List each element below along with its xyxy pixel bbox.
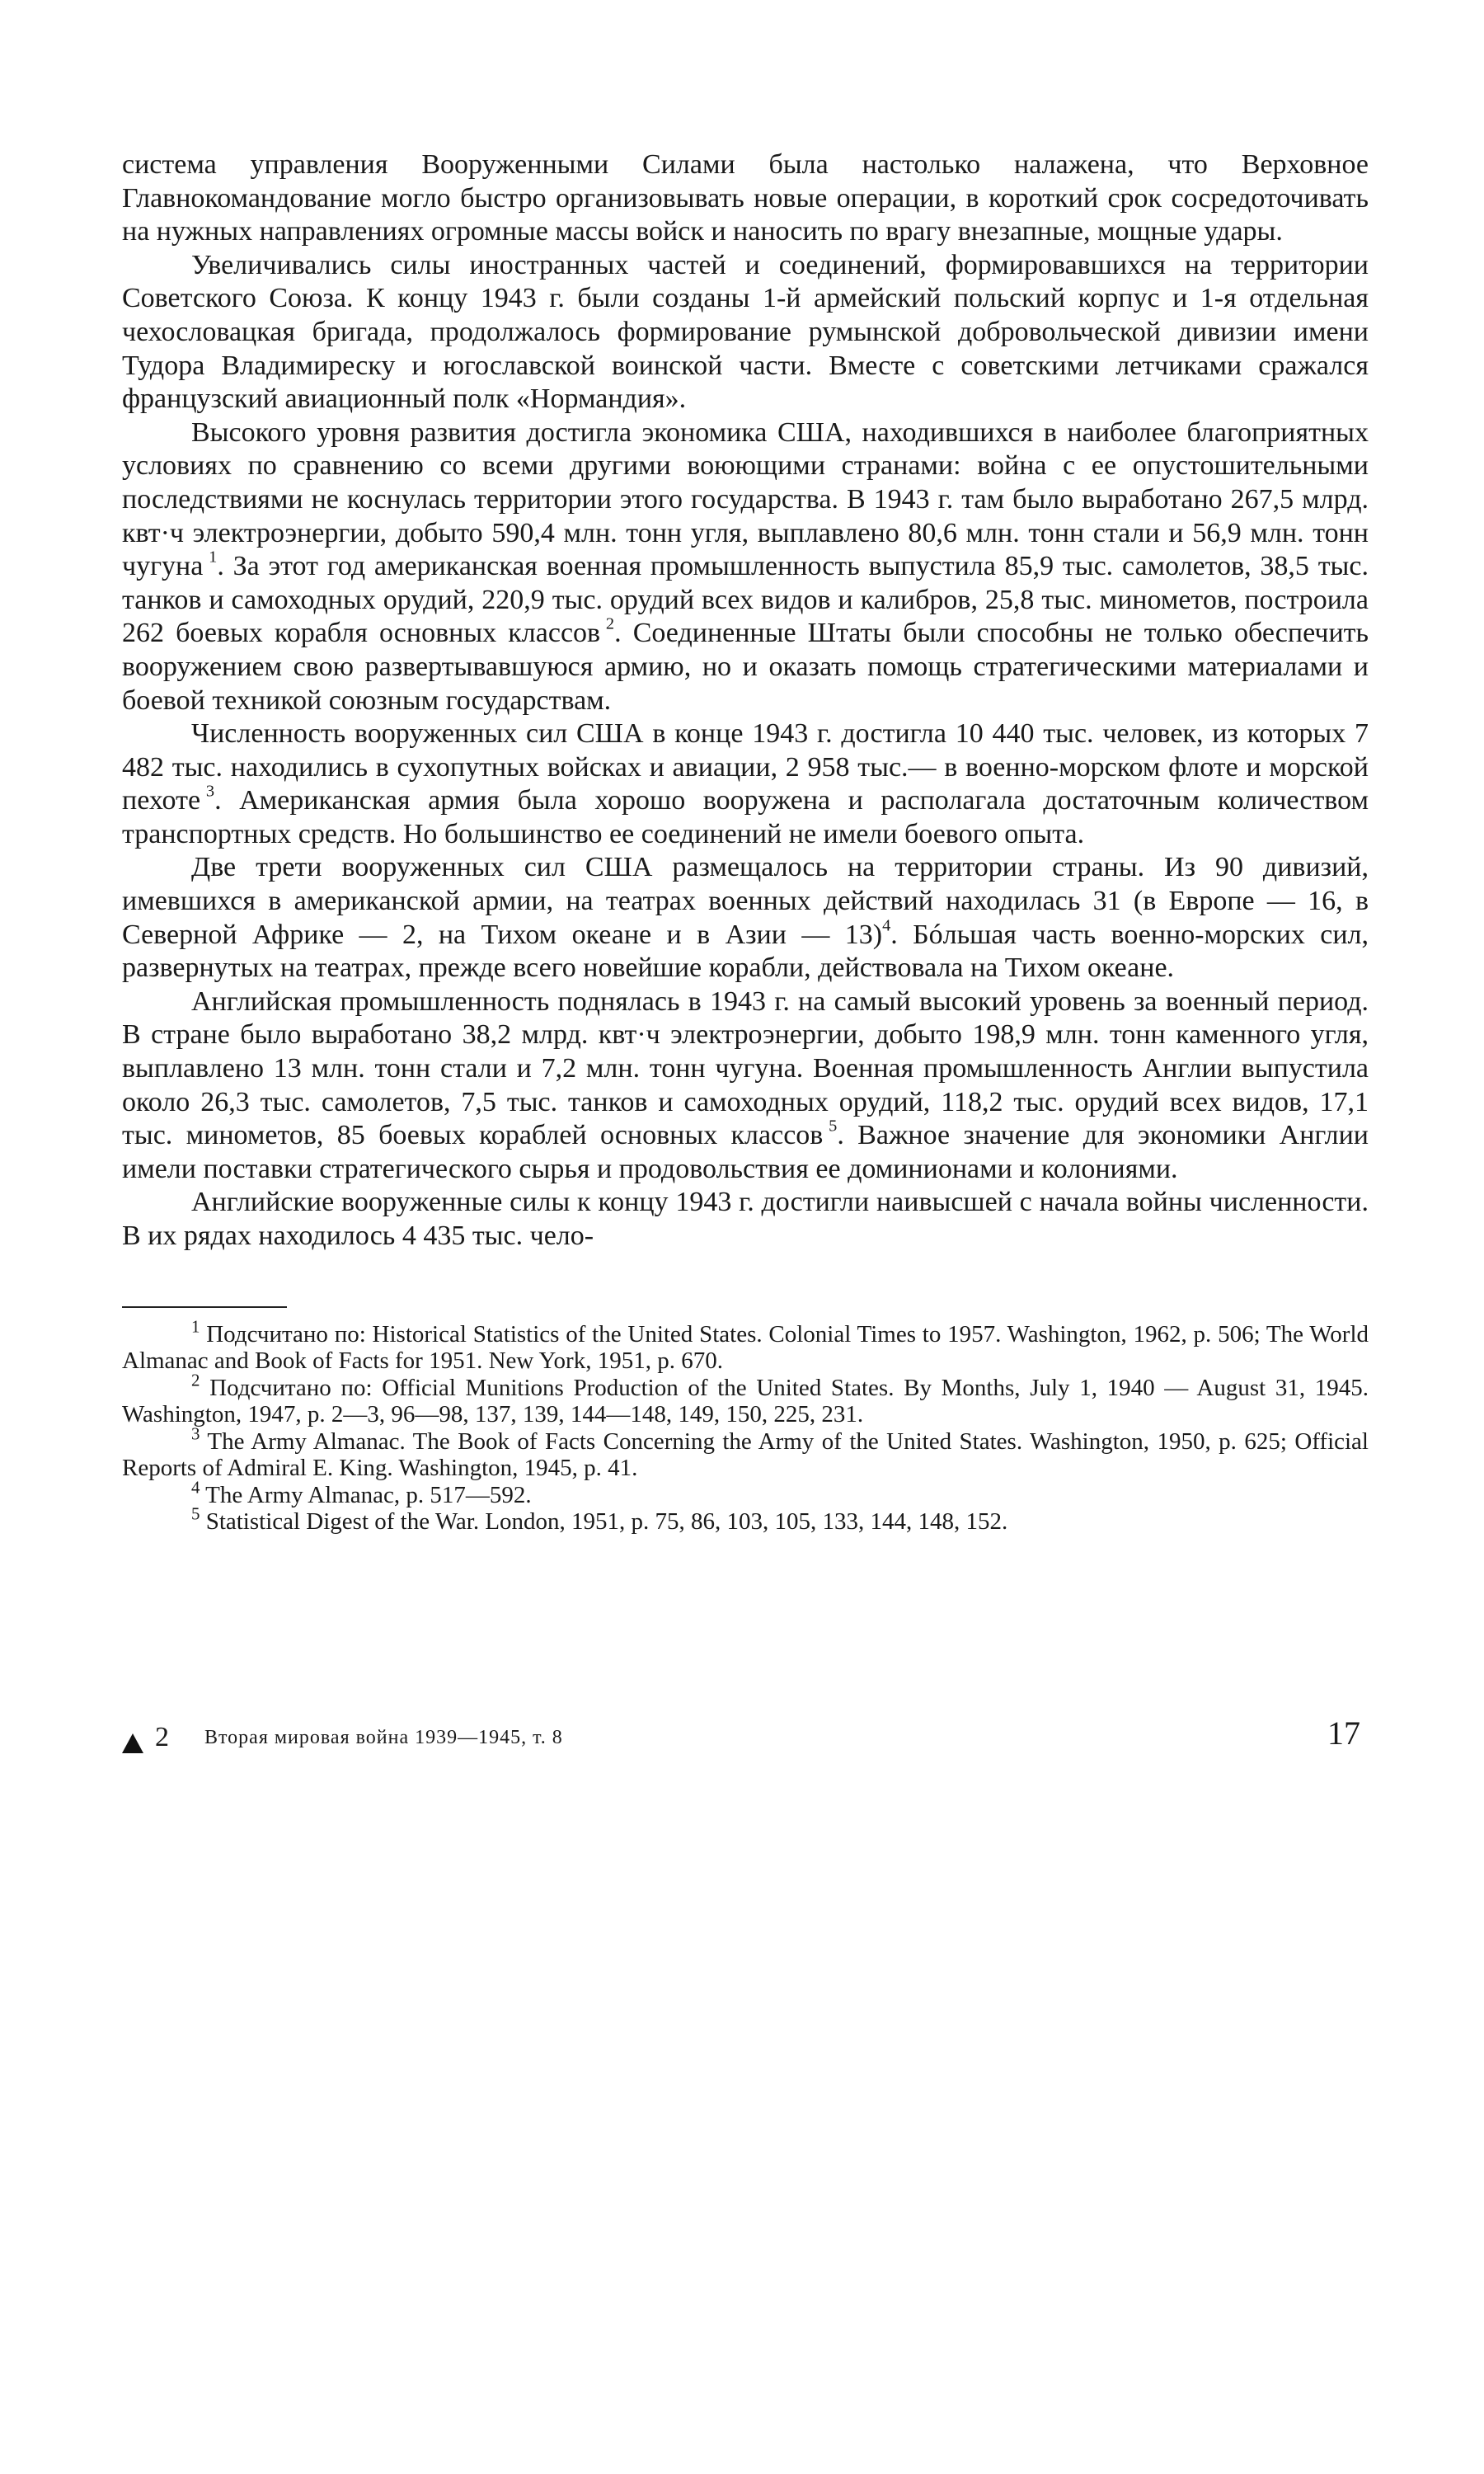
paragraph-us-deployment [122,851,1369,985]
paragraph-us-economy [122,416,1369,717]
footnote [122,1503,1369,1536]
footnote-text: Statistical Digest of the War. London, 1951, p. 75, 86, 103, 105, 133, 144, 148, 152. [205,1508,1008,1536]
paragraph-foreign-units: Увеличивались силы иностранных частей и соединений, формировавшихся на территории Советского Союза. К концу 1943 г. были созданы 1-й армейский польский корпус и 1-я отдельная чехословацкая бригада, продолжалось формирование румынской добровольческой дивизии имени Тудора Владимиреску и югославской воинской части. Вместе с советскими летчиками сражался французский авиационный полк «Нормандия». [122,249,1369,415]
footnote-text: Подсчитано по: Official Munitions Production of the United States. By Months, July 1, 1940 — August 31, 1945. Washington, 1947, p. 2—3, 96—98, 137, 139, 144—148, 149, 150, 225, 231. [122,1374,1369,1428]
footnote-ref: 4 [882,916,891,935]
footnote [122,1316,1369,1375]
text-fragment: Высокого уровня развития достигла экономика США, находившихся в наиболее благоприятных условиях по сравнению со всеми другими воюющими странами: война с ее опустошительными последствиями не коснулась территории этого государства. В 1943 г. там было выработано 267,5 млрд. квт·ч электроэнергии, добыто 590,4 млн. тонн угля, выплавлено 80,6 млн. тонн стали и 56,9 млн. тонн чугуна [122,416,1369,582]
triangle-marker-icon [122,1733,143,1753]
footnote-number: 2 [191,1370,200,1390]
paragraph-continuation: система управления Вооруженными Силами была настолько налажена, что Верховное Главнокомандование могло быстро организовывать новые операции, в короткий срок сосредоточивать на нужных направлениях огромные массы войск и наносить по врагу внезапные, мощные удары. [122,149,1369,247]
text-fragment: Численность вооруженных сил США в конце 1943 г. достигла 10 440 тыс. человек, из которых 7 482 тыс. находились в сухопутных войсках и авиации, 2 958 тыс.— в военно-морском флоте и морской пехоте [122,718,1369,816]
paragraph-us-forces [122,717,1369,851]
signature-mark: 2 [155,1722,169,1752]
footnote-ref: 1 [209,548,218,567]
page-footer [122,1714,1369,1763]
footnote-number: 1 [191,1316,200,1337]
text-fragment: . Американская армия была хорошо вооружена и располагала достаточным количеством транспортных средств. Но большинство ее соединений не имели боевого опыта. [122,785,1369,849]
footnote-text: The Army Almanac, p. 517—592. [205,1481,532,1508]
paragraph-uk-industry [122,985,1369,1187]
footnote [122,1477,1369,1509]
paragraph-uk-forces: Английские вооруженные силы к концу 1943 г. достигли наивысшей с начала войны численности. В их рядах находилось 4 435 тыс. чело- [122,1187,1369,1251]
footnote [122,1423,1369,1482]
book-title: Вторая мировая война 1939—1945, т. 8 [204,1727,563,1748]
footnote-number: 4 [191,1477,200,1498]
page-body [122,148,1369,1536]
page-number: 17 [1327,1714,1360,1752]
text-fragment: . Соединенные Штаты были способны не только обеспечить вооружением свою развертывавшуюся армию, но и оказать помощь стратегическими материалами и боевой техникой союзным государствам. [122,618,1369,716]
footnote-number: 5 [191,1503,200,1524]
footnote [122,1370,1369,1428]
footnote-number: 3 [191,1423,200,1444]
footnote-text: Подсчитано по: Historical Statistics of the United States. Colonial Times to 1957. Washington, 1962, p. 506; The World Almanac and Book of Facts for 1951. New York, 1951, p. 670. [122,1320,1369,1375]
footnote-ref: 2 [605,615,615,634]
footnote-ref: 3 [205,782,215,801]
text-fragment: . Бóльшая часть военно-морских сил, развернутых на театрах, прежде всего новейшие корабли, действовала на Тихом океане. [122,919,1369,984]
text-fragment: . Важное значение для экономики Англии имели поставки стратегического сырья и продовольствия ее доминионами и колониями. [122,1120,1369,1184]
footnote-ref: 5 [829,1117,838,1136]
footnote-text: The Army Almanac. The Book of Facts Concerning the Army of the United States. Washington, 1950, p. 625; Official Reports of Admiral E. King. Washington, 1945, p. 41. [122,1427,1369,1482]
text-fragment: . За этот год американская военная промышленность выпустила 85,9 тыс. самолетов, 38,5 тыс. танков и самоходных орудий, 220,9 тыс. орудий всех видов и калибров, 25,8 тыс. минометов, построила 262 боевых корабля основных классов [122,551,1369,649]
footnote-divider [122,1306,287,1308]
text-fragment: Английская промышленность поднялась в 1943 г. на самый высокий уровень за военный период. В стране было выработано 38,2 млрд. квт·ч электроэнергии, добыто 198,9 млн. тонн каменного угля, выплавлено 13 млн. тонн стали и 7,2 млн. тонн чугуна. Военная промышленность Англии выпустила около 26,3 тыс. самолетов, 7,5 тыс. танков и самоходных орудий, 118,2 тыс. орудий всех видов, 17,1 тыс. минометов, 85 боевых кораблей основных классов [122,985,1369,1151]
text-fragment: Две трети вооруженных сил США размещалось на территории страны. Из 90 дивизий, имевшихся в американской армии, на театрах военных действий находилась 31 (в Европе — 16, в Северной Африке — 2, на Тихом океане и в Азии — 13) [122,852,1369,950]
